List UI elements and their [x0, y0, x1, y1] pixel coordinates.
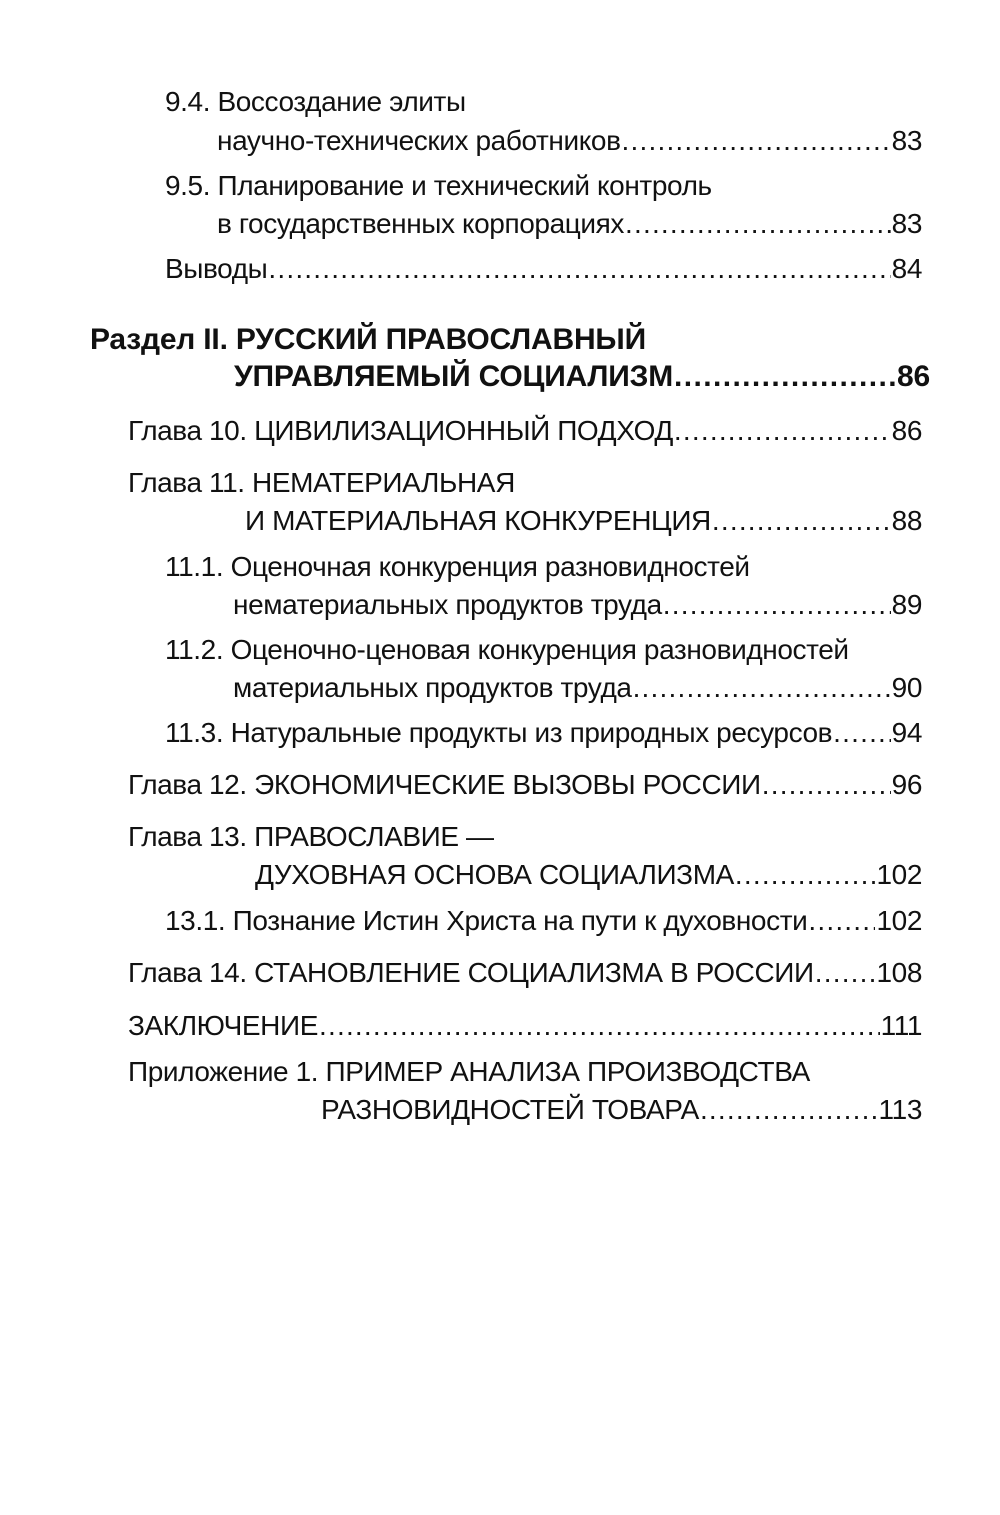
toc-entry-9-4: [217, 123, 922, 159]
toc-entry-11-2: [233, 670, 922, 706]
dot-leader: [622, 123, 891, 159]
toc-appendix-1: [321, 1092, 922, 1128]
toc-entry-11-1-title: 11.1. Оценочная конкуренция разновидностей: [165, 551, 750, 582]
page-number: 86: [897, 360, 930, 393]
dot-leader: [674, 359, 896, 395]
dot-leader: [268, 251, 890, 287]
dot-leader: [712, 503, 891, 539]
toc-entry-text: РАЗНОВИДНОСТЕЙ ТОВАРА: [321, 1094, 699, 1125]
dot-leader: [663, 587, 891, 623]
toc-appendix-1-title: Приложение 1. ПРИМЕР АНАЛИЗА ПРОИЗВОДСТВА: [128, 1056, 810, 1087]
toc-entry-text: ЗАКЛЮЧЕНИЕ: [128, 1010, 318, 1041]
dot-leader: [319, 1008, 880, 1044]
page-number: 84: [891, 253, 922, 284]
page-number: 102: [876, 905, 922, 936]
toc-entry-9-4-title: 9.4. Воссоздание элиты: [165, 86, 466, 117]
toc-entry-9-5: [217, 206, 922, 242]
toc-entry-13-1: [165, 903, 922, 939]
page-number: 108: [876, 957, 922, 988]
toc-chapter-11: [245, 503, 922, 539]
toc-entry-text: материальных продуктов труда: [233, 672, 632, 703]
dot-leader: [633, 670, 891, 706]
toc-entry-text: 13.1. Познание Истин Христа на пути к духовности: [165, 905, 808, 936]
page-number: 90: [891, 672, 922, 703]
toc-entry-text: Глава 14. СТАНОВЛЕНИЕ СОЦИАЛИЗМА В РОССИИ: [128, 957, 814, 988]
toc-chapter-10: [128, 413, 922, 449]
dot-leader: [762, 767, 891, 803]
toc-entry-11-3: [165, 715, 922, 751]
toc-entry-text: Глава 12. ЭКОНОМИЧЕСКИЕ ВЫЗОВЫ РОССИИ: [128, 769, 761, 800]
page-number: 83: [891, 208, 922, 239]
toc-entry-11-2-title: 11.2. Оценочно-ценовая конкуренция разновидностей: [165, 634, 849, 665]
toc-entry-text: научно-технических работников: [217, 125, 621, 156]
toc-entry-text: УПРАВЛЯЕМЫЙ СОЦИАЛИЗМ: [234, 360, 674, 393]
toc-entry-text: Выводы: [165, 253, 268, 284]
page-number: 102: [876, 859, 922, 890]
toc-part-2-title: Раздел II. РУССКИЙ ПРАВОСЛАВНЫЙ: [90, 323, 646, 356]
toc-chapter-12: [128, 767, 922, 803]
dot-leader: [735, 857, 876, 893]
dot-leader: [808, 903, 875, 939]
page-number: 88: [891, 505, 922, 536]
toc-entry-text: ДУХОВНАЯ ОСНОВА СОЦИАЛИЗМА: [255, 859, 734, 890]
dot-leader: [625, 206, 891, 242]
toc-entry-text: Глава 10. ЦИВИЛИЗАЦИОННЫЙ ПОДХОД: [128, 415, 673, 446]
toc-entry-text: нематериальных продуктов труда: [233, 589, 662, 620]
toc-entry-text: 11.3. Натуральные продукты из природных ресурсов: [165, 717, 833, 748]
toc-entry-text: в государственных корпорациях: [217, 208, 624, 239]
toc-chapter-11-title: Глава 11. НЕМАТЕРИАЛЬНАЯ: [128, 467, 515, 498]
toc-entry-text: И МАТЕРИАЛЬНАЯ КОНКУРЕНЦИЯ: [245, 505, 711, 536]
page-number: 111: [880, 1010, 922, 1041]
page-number: 113: [878, 1094, 922, 1125]
toc-chapter-13: [255, 857, 922, 893]
dot-leader: [833, 715, 890, 751]
page-number: 83: [891, 125, 922, 156]
page-number: 86: [891, 415, 922, 446]
page-number: 96: [891, 769, 922, 800]
toc-entry-conclusions: [165, 251, 922, 287]
toc-entry-11-1: [233, 587, 922, 623]
dot-leader: [674, 413, 891, 449]
toc-part-2: [234, 359, 930, 395]
page-number: 94: [891, 717, 922, 748]
dot-leader: [700, 1092, 878, 1128]
dot-leader: [815, 955, 876, 991]
toc-chapter-13-title: Глава 13. ПРАВОСЛАВИЕ —: [128, 821, 494, 852]
toc-conclusion: [128, 1008, 922, 1044]
page-number: 89: [891, 589, 922, 620]
toc-entry-9-5-title: 9.5. Планирование и технический контроль: [165, 170, 712, 201]
toc-chapter-14: [128, 955, 922, 991]
